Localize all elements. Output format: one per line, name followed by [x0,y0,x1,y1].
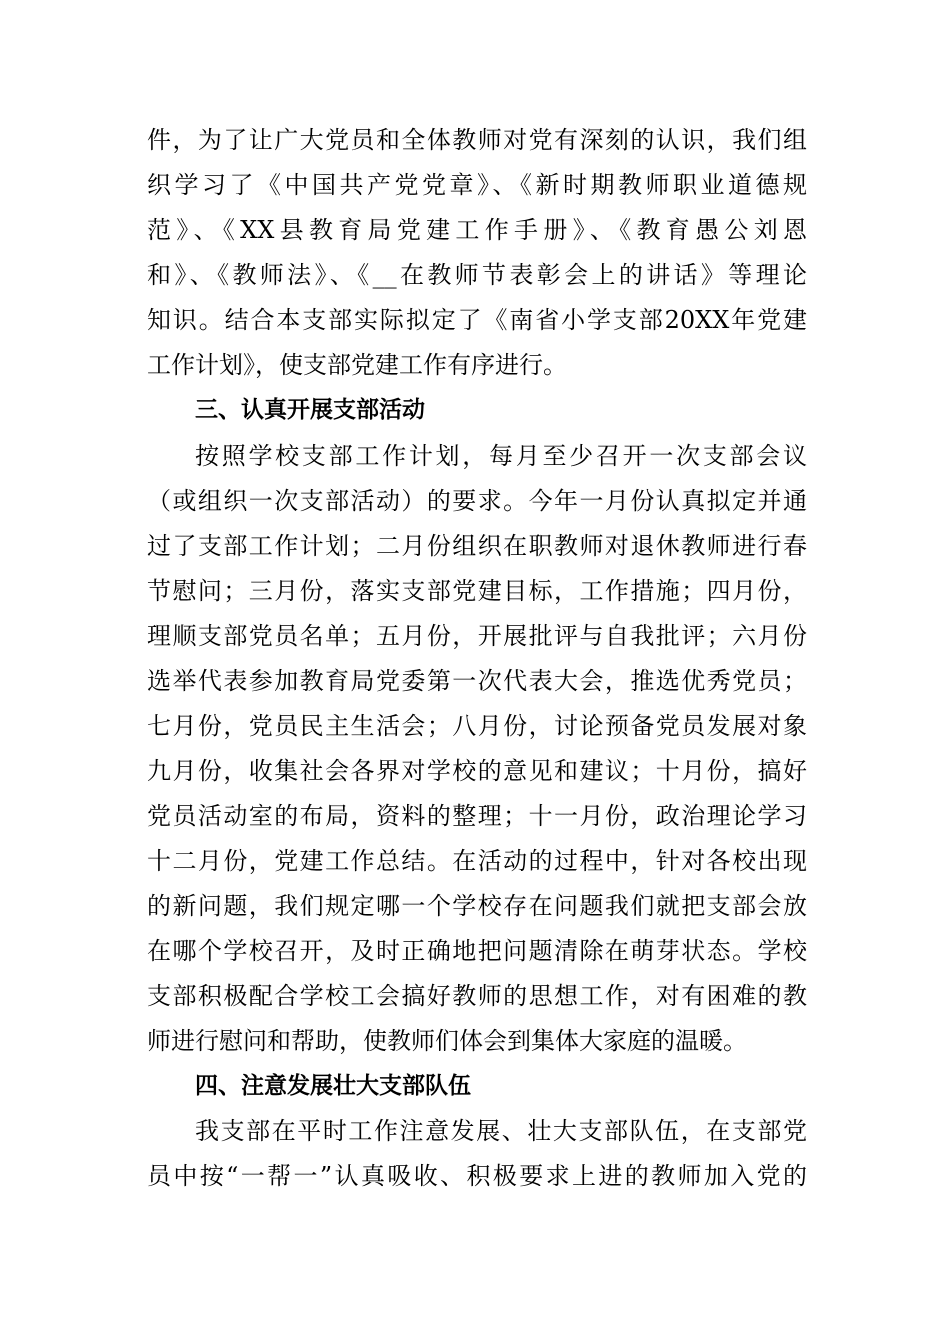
text-line: 师进行慰问和帮助，使教师们体会到集体大家庭的温暖。 [147,1027,747,1055]
section-heading: 四、注意发展壮大支部队伍 [195,1073,471,1099]
text-line: 节慰问；三月份，落实支部党建目标，工作措施；四月份， [147,577,807,605]
text-line: 件，为了让广大党员和全体教师对党有深刻的认识，我们组 [147,126,807,154]
text-line: 按照学校支部工作计划，每月至少召开一次支部会议 [195,442,807,470]
text-line: 过了支部工作计划；二月份组织在职教师对退休教师进行春 [147,532,807,560]
text-line: 理顺支部党员名单；五月份，开展批评与自我批评；六月份 [147,622,807,650]
text-line: 十二月份，党建工作总结。在活动的过程中，针对各校出现 [147,847,807,875]
text-line: 知识。结合本支部实际拟定了《南省小学支部20XX年党建 [147,306,807,334]
text-line: 我支部在平时工作注意发展、壮大支部队伍，在支部党 [195,1117,807,1145]
text-line: 范》、《XX县教育局党建工作手册》、《教育愚公刘恩 [147,216,807,244]
text-line: 和》、《教师法》、《__在教师节表彰会上的讲话》等理论 [147,261,807,289]
text-line: 员中按“一帮一”认真吸收、积极要求上进的教师加入党的 [147,1162,807,1190]
text-line: 九月份，收集社会各界对学校的意见和建议；十月份，搞好 [147,757,807,785]
text-line: 选举代表参加教育局党委第一次代表大会，推选优秀党员； [147,667,807,695]
text-line: 支部积极配合学校工会搞好教师的思想工作，对有困难的教 [147,982,807,1010]
text-line: 七月份，党员民主生活会；八月份，讨论预备党员发展对象 [147,712,807,740]
text-line: 在哪个学校召开，及时正确地把问题清除在萌芽状态。学校 [147,937,807,965]
section-heading: 三、认真开展支部活动 [195,397,425,423]
text-line: 织学习了《中国共产党党章》、《新时期教师职业道德规 [147,171,807,199]
text-line: （或组织一次支部活动）的要求。今年一月份认真拟定并通 [147,487,807,515]
text-line: 的新问题，我们规定哪一个学校存在问题我们就把支部会放 [147,892,807,920]
text-line: 工作计划》，使支部党建工作有序进行。 [147,351,567,379]
text-line: 党员活动室的布局，资料的整理；十一月份，政治理论学习 [147,802,807,830]
